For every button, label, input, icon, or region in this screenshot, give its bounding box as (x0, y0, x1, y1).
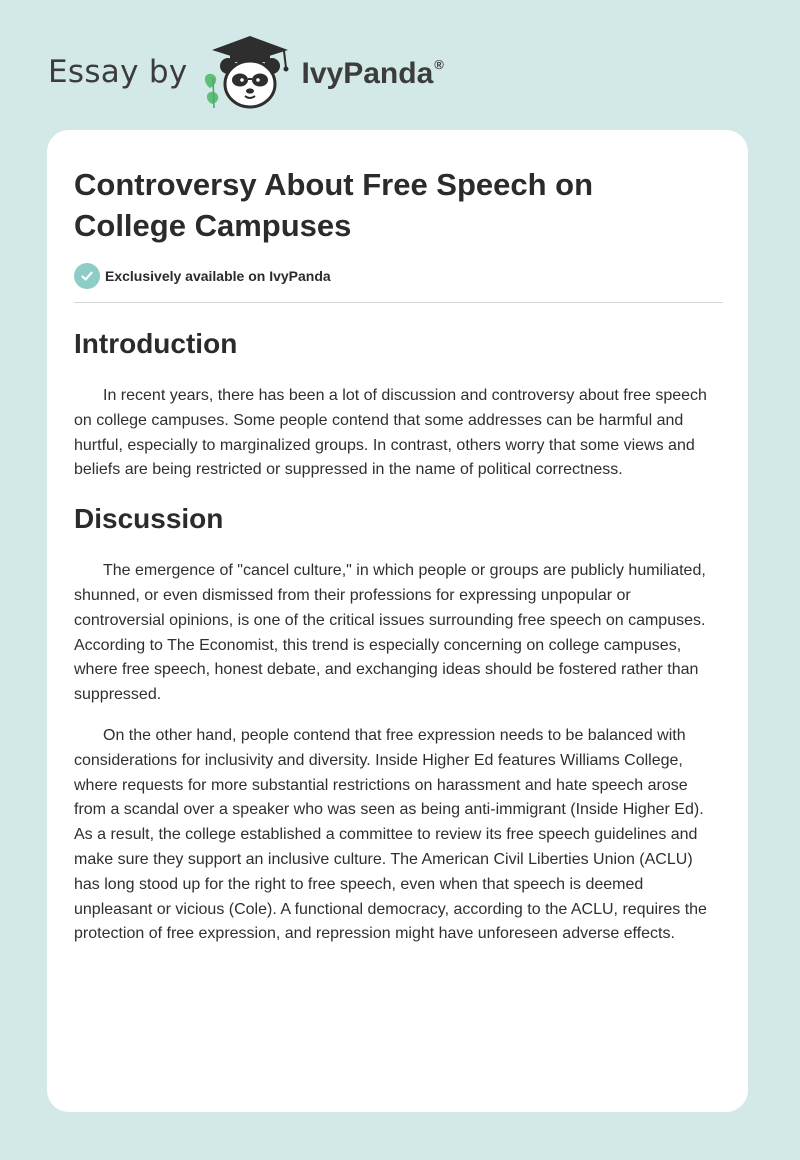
brand-name-text: IvyPanda (301, 57, 434, 90)
essay-card (47, 130, 748, 1112)
section-discussion (74, 499, 722, 947)
badge-text: Exclusively available on IvyPanda (105, 268, 331, 284)
section-introduction (74, 324, 722, 483)
brand-prefix: Essay by (48, 54, 188, 90)
site-header (48, 34, 444, 110)
registered-mark: ® (434, 57, 444, 72)
paragraph: The emergence of "cancel culture," in which people or groups are publicly humiliated, shunned, or even dismissed from their professions for expressing unpopular or controversial opinions, is one of the critical issues surrounding free speech on campuses. According to The Economist, this trend is especially concerning on college campuses, where free speech, honest debate, and exchanging ideas should be fostered rather than suppressed. (74, 562, 706, 704)
essay-title: Controversy About Free Speech on College Campuses (74, 167, 594, 243)
exclusive-badge (74, 263, 331, 289)
section-heading: Discussion (74, 503, 224, 535)
panda-graduate-icon (200, 34, 300, 110)
essay-body (74, 324, 722, 963)
divider (74, 302, 723, 303)
paragraph: On the other hand, people contend that free expression needs to be balanced with considerations for inclusivity and diversity. Inside Higher Ed features Williams College, where requests for more substantial restrictions on harassment and hate speech arose from a scandal over a speaker who was seen as being anti-immigrant (Inside Higher Ed). As a result, the college established a committee to review its free speech guidelines and make sure they support an inclusive culture. The American Civil Liberties Union (ACLU) has long stood up for the right to free speech, even when that speech is deemed unpleasant or vicious (Cole). A functional democracy, according to the ACLU, requires the protection of free expression, and repression might have unforeseen adverse effects. (74, 726, 707, 943)
paragraph: In recent years, there has been a lot of discussion and controversy about free speech on college campuses. Some people contend that some addresses can be harmful and hurtful, especially to marginalized groups. In contrast, others worry that some views and beliefs are being restricted or suppressed in the name of political correctness. (74, 387, 707, 479)
brand-name (302, 57, 444, 91)
section-heading: Introduction (74, 328, 238, 359)
check-icon (74, 263, 100, 289)
